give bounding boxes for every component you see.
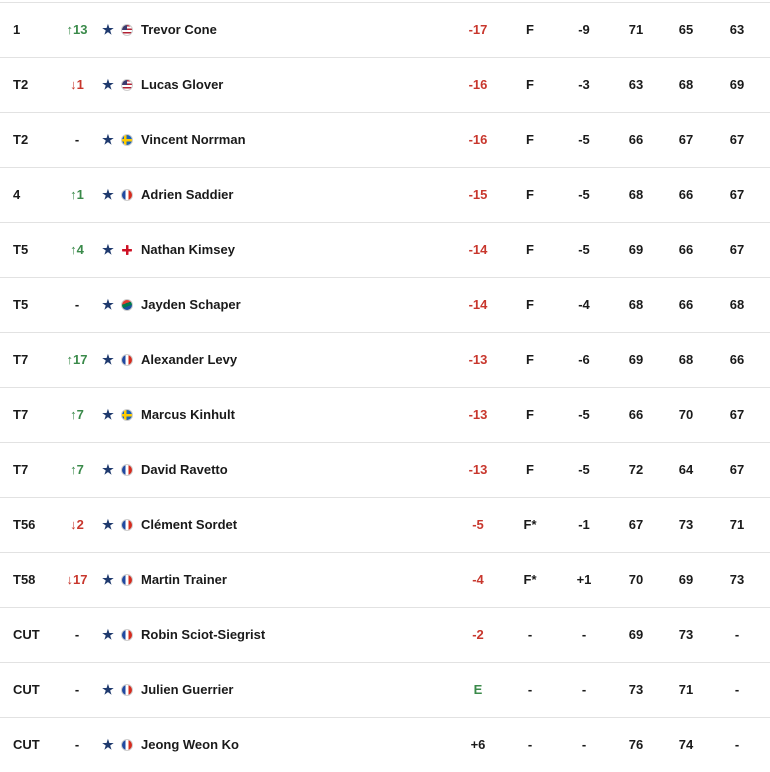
position-movement: - [74,297,80,312]
total-to-par: +6 [470,737,486,752]
round-2-score: 66 [678,242,694,257]
round-3-score: 69 [729,77,745,92]
round-1-score: 69 [628,627,644,642]
position-movement: - [74,627,80,642]
today-score: -6 [578,352,590,367]
total-to-par: -4 [472,572,484,587]
round-1-score: 69 [628,242,644,257]
favorite-star-icon[interactable]: ★ [102,77,114,92]
country-flag-icon [121,134,133,146]
position: T7 [13,462,29,477]
thru: F [526,22,534,37]
favorite-star-icon[interactable]: ★ [102,407,114,422]
position-movement: ↑7 [70,407,84,422]
round-1-score: 71 [628,22,644,37]
favorite-star-icon[interactable]: ★ [102,627,114,642]
favorite-star-icon[interactable]: ★ [102,737,114,752]
leaderboard-row[interactable] [0,277,770,332]
today-score: -1 [578,517,590,532]
round-2-score: 64 [678,462,694,477]
round-1-score: 72 [628,462,644,477]
round-3-score: 67 [729,242,745,257]
favorite-star-icon[interactable]: ★ [102,242,114,257]
position-movement: ↑1 [70,187,84,202]
today-score: -9 [578,22,590,37]
total-to-par: -17 [468,22,488,37]
player-name[interactable]: Adrien Saddier [141,187,234,202]
position-movement: ↑4 [70,242,84,257]
player-name[interactable]: Alexander Levy [141,352,238,367]
round-2-score: 69 [678,572,694,587]
round-3-score: 63 [729,22,745,37]
round-2-score: 66 [678,187,694,202]
player-name[interactable]: Robin Sciot-Siegrist [141,627,266,642]
total-to-par: -16 [468,132,488,147]
round-2-score: 67 [678,132,694,147]
player-name[interactable]: Jeong Weon Ko [141,737,239,752]
today-score: - [581,682,587,697]
round-1-score: 70 [628,572,644,587]
country-flag-icon [121,299,133,311]
player-name[interactable]: Vincent Norrman [141,132,246,147]
player-name[interactable]: Clément Sordet [141,517,238,532]
round-1-score: 66 [628,407,644,422]
country-flag-icon [121,189,133,201]
today-score: -3 [578,77,590,92]
today-score: - [581,737,587,752]
favorite-star-icon[interactable]: ★ [102,462,114,477]
country-flag-icon [121,409,133,421]
round-1-score: 69 [628,352,644,367]
thru: F [526,352,534,367]
round-2-score: 73 [678,627,694,642]
country-flag-icon [121,684,133,696]
player-name[interactable]: Nathan Kimsey [141,242,235,257]
player-name[interactable]: Julien Guerrier [141,682,234,697]
player-name[interactable]: David Ravetto [141,462,228,477]
favorite-star-icon[interactable]: ★ [102,22,114,37]
round-3-score: 67 [729,132,745,147]
total-to-par: -5 [472,517,484,532]
thru: F* [523,572,537,587]
position-movement: ↓1 [70,77,84,92]
country-flag-icon [121,354,133,366]
position: CUT [13,737,40,752]
thru: - [527,737,533,752]
thru: F* [523,517,537,532]
position: 4 [13,187,21,202]
round-1-score: 68 [628,297,644,312]
round-2-score: 74 [678,737,694,752]
position: T7 [13,407,29,422]
leaderboard-row[interactable] [0,57,770,112]
position-movement: - [74,132,80,147]
player-name[interactable]: Jayden Schaper [141,297,241,312]
thru: F [526,187,534,202]
thru: F [526,132,534,147]
position-movement: ↓2 [70,517,84,532]
position-movement: - [74,737,80,752]
round-2-score: 68 [678,352,694,367]
country-flag-icon [121,244,133,256]
position-movement: ↓17 [66,572,88,587]
leaderboard-row[interactable] [0,2,770,57]
leaderboard-row[interactable] [0,442,770,497]
round-3-score: 67 [729,187,745,202]
round-1-score: 68 [628,187,644,202]
today-score: -5 [578,407,590,422]
thru: F [526,242,534,257]
position: 1 [13,22,21,37]
country-flag-icon [121,629,133,641]
thru: - [527,682,533,697]
country-flag-icon [121,24,133,36]
total-to-par: -16 [468,77,488,92]
position: CUT [13,682,40,697]
round-3-score: - [734,737,740,752]
position: T7 [13,352,29,367]
favorite-star-icon[interactable]: ★ [102,297,114,312]
country-flag-icon [121,574,133,586]
round-3-score: - [734,682,740,697]
player-name[interactable]: Trevor Cone [141,22,217,37]
total-to-par: -2 [472,627,484,642]
country-flag-icon [121,79,133,91]
thru: F [526,462,534,477]
today-score: - [581,627,587,642]
today-score: -5 [578,187,590,202]
leaderboard-row[interactable] [0,332,770,387]
round-1-score: 73 [628,682,644,697]
today-score: -5 [578,132,590,147]
total-to-par: -13 [468,407,488,422]
today-score: -5 [578,462,590,477]
position: T56 [13,517,36,532]
leaderboard-row[interactable] [0,112,770,167]
thru: F [526,407,534,422]
leaderboard-row[interactable] [0,662,770,717]
favorite-star-icon[interactable]: ★ [102,682,114,697]
leaderboard-row[interactable] [0,497,770,552]
position: T5 [13,297,29,312]
round-2-score: 71 [678,682,694,697]
round-2-score: 66 [678,297,694,312]
total-to-par: -13 [468,352,488,367]
position-movement: ↑7 [70,462,84,477]
round-1-score: 76 [628,737,644,752]
round-2-score: 65 [678,22,694,37]
leaderboard-row[interactable] [0,552,770,607]
round-3-score: 73 [729,572,745,587]
today-score: -4 [578,297,590,312]
favorite-star-icon[interactable]: ★ [102,572,114,587]
position-movement: ↑17 [66,352,88,367]
thru: - [527,627,533,642]
favorite-star-icon[interactable]: ★ [102,517,114,532]
total-to-par: E [473,682,483,697]
leaderboard-row[interactable] [0,222,770,277]
total-to-par: -13 [468,462,488,477]
player-name[interactable]: Marcus Kinhult [141,407,235,422]
country-flag-icon [121,739,133,751]
position-movement: ↑13 [66,22,88,37]
player-name[interactable]: Lucas Glover [141,77,224,92]
total-to-par: -14 [468,297,488,312]
round-2-score: 70 [678,407,694,422]
leaderboard [0,2,770,772]
position: T2 [13,132,29,147]
round-1-score: 67 [628,517,644,532]
position: T5 [13,242,29,257]
country-flag-icon [121,464,133,476]
position: T2 [13,77,29,92]
today-score: -5 [578,242,590,257]
round-3-score: - [734,627,740,642]
today-score: +1 [576,572,592,587]
round-3-score: 67 [729,407,745,422]
round-1-score: 66 [628,132,644,147]
total-to-par: -14 [468,242,488,257]
thru: F [526,77,534,92]
round-2-score: 68 [678,77,694,92]
round-3-score: 67 [729,462,745,477]
position-movement: - [74,682,80,697]
player-name[interactable]: Martin Trainer [141,572,227,587]
country-flag-icon [121,519,133,531]
leaderboard-row[interactable] [0,387,770,442]
position: CUT [13,627,40,642]
leaderboard-row[interactable] [0,167,770,222]
round-2-score: 73 [678,517,694,532]
leaderboard-row[interactable] [0,607,770,662]
total-to-par: -15 [468,187,488,202]
favorite-star-icon[interactable]: ★ [102,132,114,147]
favorite-star-icon[interactable]: ★ [102,352,114,367]
round-1-score: 63 [628,77,644,92]
thru: F [526,297,534,312]
round-3-score: 68 [729,297,745,312]
favorite-star-icon[interactable]: ★ [102,187,114,202]
round-3-score: 66 [729,352,745,367]
position: T58 [13,572,36,587]
round-3-score: 71 [729,517,745,532]
